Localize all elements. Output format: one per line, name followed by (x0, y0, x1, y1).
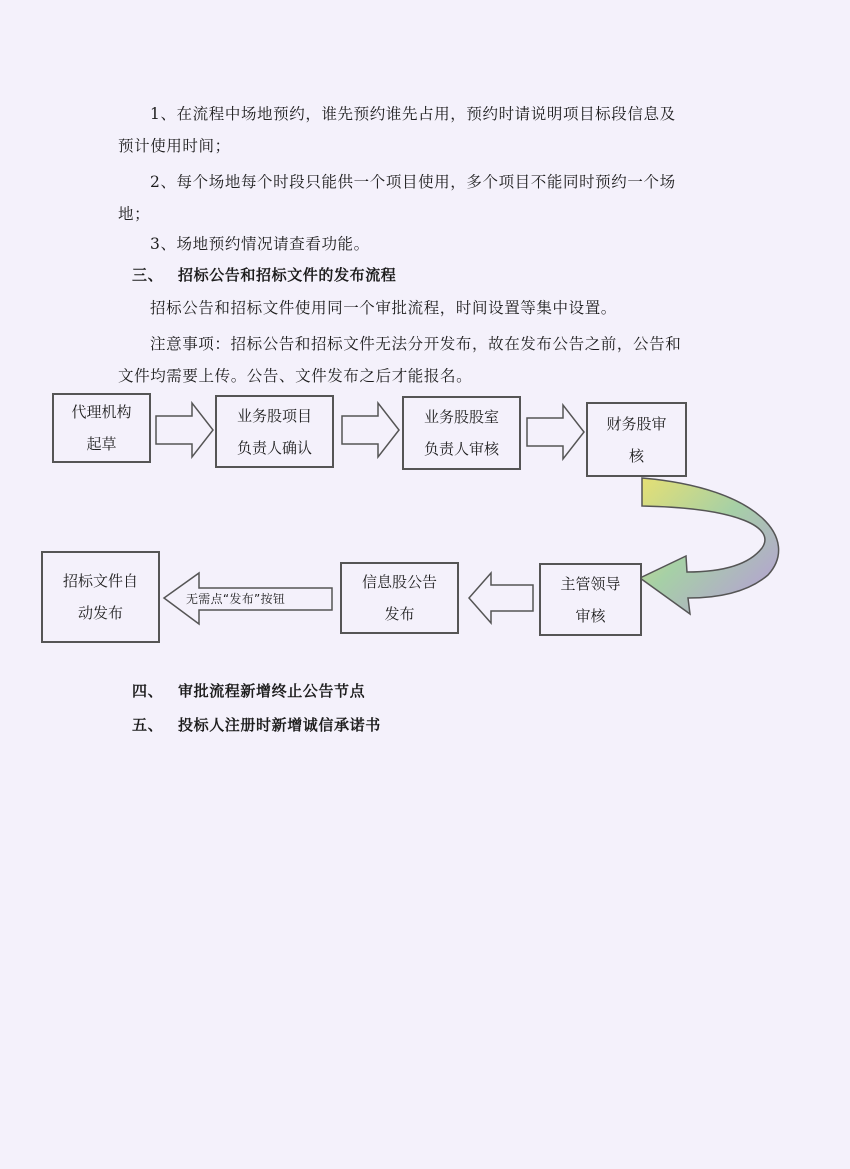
section-5-heading (132, 714, 381, 735)
section-4-heading (132, 680, 365, 701)
flow-node-leader-review-line1: 主管领导 (560, 574, 621, 593)
flow-node-finance-review-line2: 核 (628, 446, 644, 465)
curved-arrow (640, 478, 779, 614)
flow-node-auto-publish-line2: 动发布 (77, 604, 123, 622)
flow-node-finance-review (586, 402, 687, 477)
section-4-title: 审批流程新增终止公告节点 (178, 682, 366, 700)
arrow-note: 无需点“发布”按钮 (186, 592, 286, 606)
flow-node-biz-confirm (215, 395, 334, 468)
flow-node-draft (52, 393, 151, 463)
flow-node-info-publish (340, 562, 459, 634)
flow-node-office-review (402, 396, 521, 470)
arrow-right-2 (342, 403, 399, 457)
flow-node-office-review-line2: 负责人审核 (423, 440, 499, 458)
flow-node-leader-review-line2: 审核 (575, 606, 606, 625)
section-3-note-line2: 文件均需要上传。公告、文件发布之后才能报名。 (118, 367, 473, 385)
list-item-1-line2: 预计使用时间； (118, 137, 231, 155)
flow-node-info-publish-line2: 发布 (384, 605, 415, 623)
arrow-right-3 (527, 405, 584, 459)
flow-node-finance-review-line1: 财务股审 (606, 414, 667, 433)
section-3-note-line1: 注意事项：招标公告和招标文件无法分开发布，故在发布公告之前，公告和 (150, 335, 682, 353)
list-item-1-line1: 1、在流程中场地预约，谁先预约谁先占用，预约时请说明项目标段信息及 (150, 105, 676, 123)
flow-node-draft-line2: 起草 (86, 435, 117, 453)
flow-node-biz-confirm-line2: 负责人确认 (236, 438, 312, 457)
flow-node-leader-review (539, 563, 642, 636)
section-5-number: 五、 (132, 716, 164, 734)
section-4-number: 四、 (132, 682, 164, 700)
arrow-right-1 (156, 403, 213, 457)
flow-node-biz-confirm-line1: 业务股项目 (236, 406, 312, 425)
list-item-2-line2: 地； (118, 205, 151, 223)
list-item-3: 3、场地预约情况请查看功能。 (150, 235, 370, 253)
flow-node-auto-publish-line1: 招标文件自 (62, 572, 138, 590)
arrow-left-1 (469, 573, 533, 623)
list-item-2-line1: 2、每个场地每个时段只能供一个项目使用，多个项目不能同时预约一个场 (150, 173, 676, 191)
flow-node-info-publish-line1: 信息股公告 (361, 573, 437, 591)
flow-node-auto-publish (41, 551, 160, 643)
flow-node-draft-line1: 代理机构 (71, 403, 132, 421)
flow-node-office-review-line1: 业务股股室 (423, 408, 499, 426)
section-3-title: 招标公告和招标文件的发布流程 (178, 266, 397, 284)
section-5-title: 投标人注册时新增诚信承诺书 (178, 716, 381, 734)
section-3-number: 三、 (132, 266, 164, 284)
section-3-paragraph-1: 招标公告和招标文件使用同一个审批流程，时间设置等集中设置。 (150, 299, 617, 317)
